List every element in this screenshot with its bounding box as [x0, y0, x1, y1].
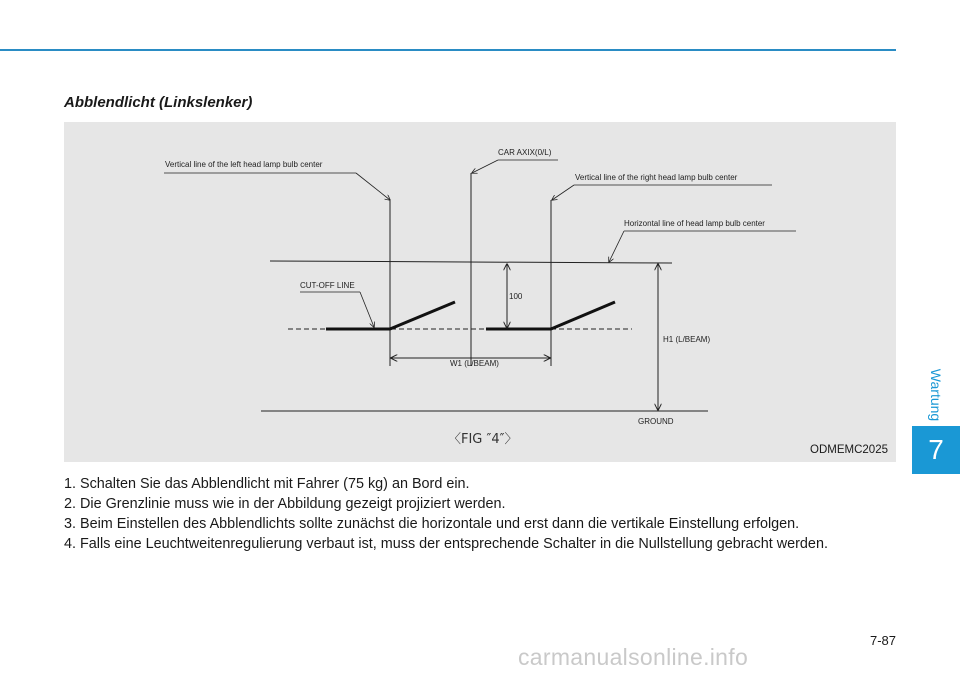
label-right-vertical: Vertical line of the right head lamp bulb center	[575, 173, 738, 182]
instruction-step: 3. Beim Einstellen des Abblendlichts sollte zunächst die horizontale und erst dann die vertikale Einstellung erfolgen.	[64, 516, 800, 532]
horizontal-leader	[609, 231, 624, 262]
label-100: 100	[509, 292, 523, 301]
label-left-vertical: Vertical line of the left head lamp bulb center	[165, 160, 323, 169]
instruction-step: 4. Falls eine Leuchtweitenregulierung verbaut ist, muss der entsprechende Schalter in die Nullstellung gebracht werden.	[64, 536, 828, 552]
label-ground: GROUND	[638, 417, 674, 426]
chapter-label: Wartung	[928, 368, 944, 422]
cutoff-leader	[360, 292, 374, 327]
diagram-drawing	[64, 122, 896, 462]
left-vertical-leader	[356, 173, 390, 200]
label-cutoff: CUT-OFF LINE	[300, 281, 355, 290]
page-number: 7-87	[869, 633, 896, 648]
figure-caption: 〈FIG ″4″〉	[448, 432, 518, 447]
header-rule	[0, 49, 896, 51]
label-w1: W1 (L/BEAM)	[450, 359, 499, 368]
watermark: carmanualsonline.info	[518, 644, 749, 670]
chapter-tab: 7	[912, 426, 960, 474]
instruction-step: 2. Die Grenzlinie muss wie in der Abbildung gezeigt projiziert werden.	[64, 496, 506, 512]
instruction-step: 1. Schalten Sie das Abblendlicht mit Fahrer (75 kg) an Bord ein.	[64, 476, 470, 492]
instruction-list	[64, 474, 896, 554]
label-horizontal: Horizontal line of head lamp bulb center	[624, 219, 765, 228]
figure-code: ODMEMC2025	[810, 444, 888, 456]
label-car-axis: CAR AXIX(0/L)	[498, 148, 552, 157]
car-axis-leader	[472, 160, 498, 173]
headlamp-aiming-diagram	[64, 122, 896, 462]
section-title: Abblendlicht (Linkslenker)	[64, 94, 253, 111]
label-h1: H1 (L/BEAM)	[663, 335, 711, 344]
right-vertical-leader	[552, 185, 574, 200]
